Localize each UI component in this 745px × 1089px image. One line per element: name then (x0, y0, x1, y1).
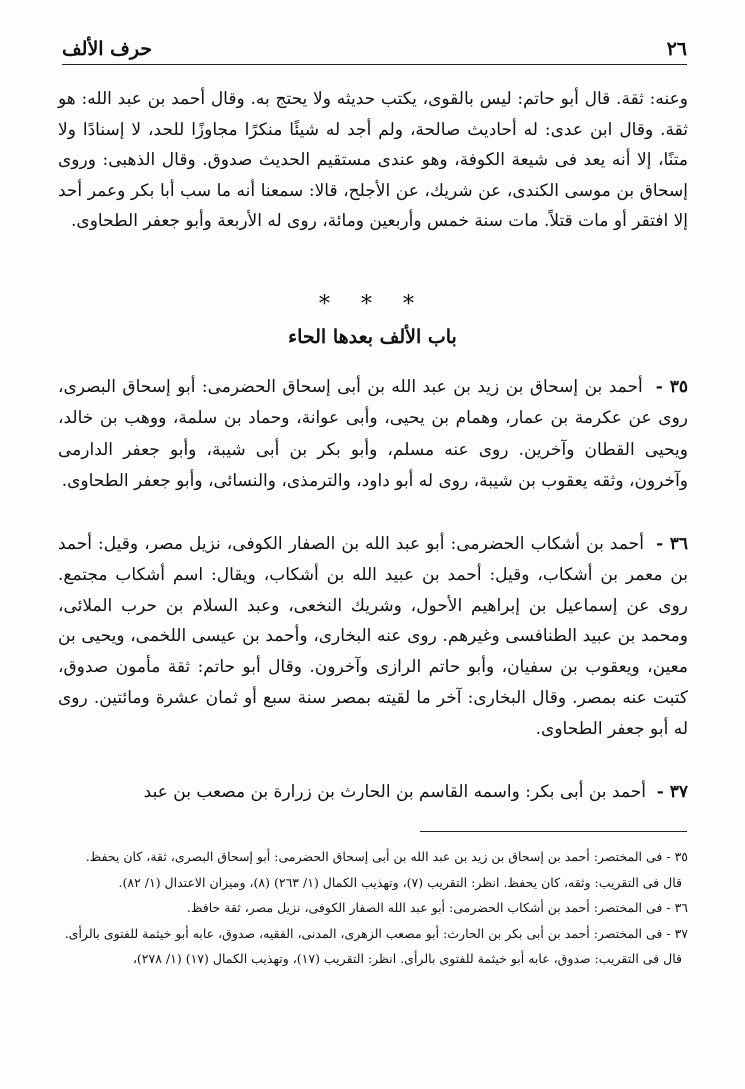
footnote: ٣٥ - فى المختصر: أحمد بن إسحاق بن زيد بن عبد الله بن أبى إسحاق الحضرمى: أبو إسحاق البصرى، ثقة، كان يحفظ. (85, 849, 688, 864)
footnotes (58, 846, 688, 974)
entry-text: أحمد بن أشكاب الحضرمى: أبو عبد الله بن الصفار الكوفى، نزيل مصر، وقيل: أحمد بن معمر بن أشكاب، وقيل: أحمد بن عبيد الله بن أشكاب، ويقال: اسم أشكاب مجتمع. روى عن إسماعيل بن إبراهيم الأحول، وشريك النخعى، وعبد السلام بن حرب الملائى، ومحمد بن عبيد الطنافسى وغيرهم. روى عنه البخارى، وأحمد بن عيسى اللخمى، ويحيى بن معين، ويعقوب بن سفيان، وأبو حاتم الرازى وآخرون. وقال أبو حاتم: ثقة مأمون صدوق، كتبت عنه بمصر. وقال البخارى: آخر ما لقيته بمصر سنة سبع أو ثمان عشرة ومائتين. روى له أبو جعفر الطحاوى. (58, 534, 688, 739)
footnote: قال فى التقريب: وثقه، كان يحفظ. انظر: التقريب (٧)، وتهذيب الكمال (١/ ٢٦٣) (٨)، وميزان الاعتدال (١/ ٨٢). (118, 874, 682, 890)
footnote-rule (420, 831, 687, 832)
page-number: ٢٦ (666, 38, 687, 60)
entry (58, 529, 688, 745)
header-rule (62, 64, 687, 65)
footnote: ٣٧ - فى المختصر: أحمد بن أبى بكر بن الحارث: أبو مصعب الزهرى، المدنى، الفقيه، صدوق، عابه أبو خيثمة للفتوى بالرأى. (64, 925, 688, 941)
page-header (62, 34, 687, 64)
section-title: باب الألف بعدها الحاء (288, 326, 457, 348)
entry-number: ٣٥ - (655, 377, 688, 397)
continuation-paragraph (58, 84, 688, 237)
running-title: حرف الألف (62, 38, 153, 60)
paragraph-text: وعنه: ثقة. قال أبو حاتم: ليس بالقوى، يكتب حديثه ولا يحتج به. وقال أحمد بن عبد الله: هو ثقة. وقال ابن عدى: له أحاديث صالحة، ولم أجد له شيئًا منكرًا مجاوزًا للحد، لا إسنادًا ولا متنًا، إلا أنه يعد فى شيعة الكوفة، وهو عندى مستقيم الحديث صدوق. وقال الذهبى: وروى إسحاق بن موسى الكندى، عن شريك، عن الأجلح، قالا: سمعنا أنه ما سب أبا بكر وعمر أحد إلا افتقر أو مات قتلاً. مات سنة خمس وأربعين ومائة، روى له الأربعة وأبو جعفر الطحاوى. (58, 89, 688, 232)
entry (58, 777, 688, 808)
entry-number: ٣٧ - (656, 782, 688, 802)
entry-number: ٣٦ - (656, 534, 688, 554)
footnote: ٣٦ - فى المختصر: أحمد بن أشكاب الحضرمى: أبو عبد الله الصفار الكوفى، نزيل مصر، ثقة حافظ. (186, 900, 688, 915)
section-separator: * * * (319, 292, 426, 317)
entry-text: أحمد بن إسحاق بن زيد بن عبد الله بن أبى إسحاق الحضرمى: أبو إسحاق البصرى، روى عن عكرمة بن عمار، وهمام بن يحيى، وأبى عوانة، وحماد بن سلمة، ووهب بن خالد، ويحيى القطان وآخرين. روى عنه مسلم، وأبو بكر بن أبى شيبة، وأبو جعفر الدارمى وآخرون، وثقه يعقوب بن شيبة، روى له أبو داود، والترمذى، والنسائى، وأبو جعفر الطحاوى. (58, 377, 688, 492)
entry-text: أحمد بن أبى بكر: واسمه القاسم بن الحارث بن زرارة بن مصعب بن عبد (143, 782, 646, 802)
footnote: قال فى التقريب: صدوق، عابه أبو خيثمة للفتوى بالرأى. انظر: التقريب (١٧)، وتهذيب الكمال (١٧) (١/ ٢٧٨)، (132, 951, 682, 966)
entry (58, 372, 688, 498)
